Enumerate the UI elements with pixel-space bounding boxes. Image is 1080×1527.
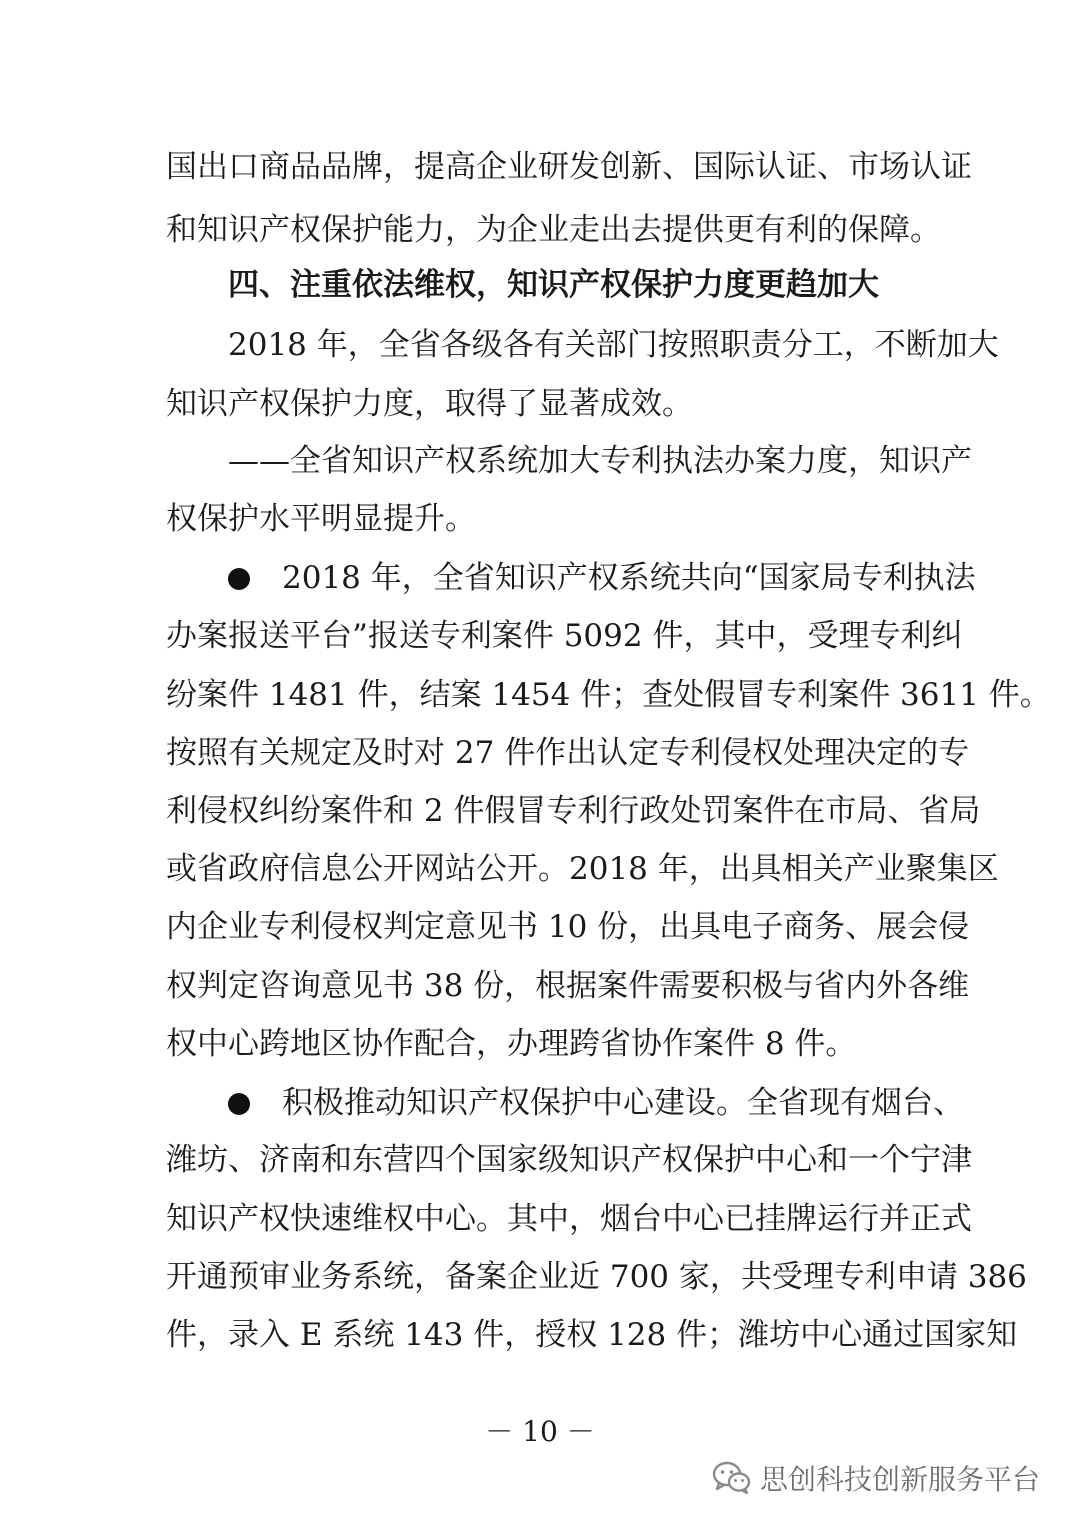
page-number: － 10 － [485,1415,595,1448]
paragraph-line: 按照有关规定及时对 27 件作出认定专利侵权处理决定的专 [166,735,970,771]
watermark [712,1458,1040,1498]
paragraph-line: 权中心跨地区协作配合，办理跨省协作案件 8 件。 [166,1026,857,1062]
paragraph-line: 权判定咨询意见书 38 份，根据案件需要积极与省内外各维 [166,968,970,1004]
paragraph-line: 纷案件 1481 件，结案 1454 件；查处假冒专利案件 3611 件。 [166,677,1051,713]
paragraph-line: 知识产权保护力度，取得了显著成效。 [166,386,693,422]
paragraph-line: 知识产权快速维权中心。其中，烟台中心已挂牌运行并正式 [166,1201,972,1237]
paragraph-line: 开通预审业务系统，备案企业近 700 家，共受理专利申请 386 [166,1259,1027,1295]
paragraph-line: 权保护水平明显提升。 [166,501,476,537]
bullet-paragraph-line: 积极推动知识产权保护中心建设。全省现有烟台、 [282,1085,964,1121]
paragraph-line: ——全省知识产权系统加大专利执法办案力度，知识产 [228,443,972,479]
watermark-text: 思创科技创新服务平台 [759,1463,1040,1496]
paragraph-line: 潍坊、济南和东营四个国家级知识产权保护中心和一个宁津 [166,1142,972,1178]
paragraph-line: 国出口商品品牌，提高企业研发创新、国际认证、市场认证 [166,149,972,185]
bullet-paragraph-line: 2018 年，全省知识产权系统共向“国家局专利执法 [282,560,976,596]
paragraph-line: 办案报送平台”报送专利案件 5092 件，其中，受理专利纠 [166,618,963,654]
section-heading: 四、注重依法维权，知识产权保护力度更趋加大 [228,267,879,303]
paragraph-line: 或省政府信息公开网站公开。2018 年，出具相关产业聚集区 [166,851,999,887]
bullet-icon [228,568,250,590]
paragraph-line: 利侵权纠纷案件和 2 件假冒专利行政处罚案件在市局、省局 [166,793,981,829]
paragraph-line: 和知识产权保护能力，为企业走出去提供更有利的保障。 [166,212,941,248]
paragraph-line: 2018 年，全省各级各有关部门按照职责分工，不断加大 [228,327,999,363]
paragraph-line: 件，录入 E 系统 143 件，授权 128 件；潍坊中心通过国家知 [166,1317,1018,1353]
bullet-icon [228,1093,250,1115]
paragraph-line: 内企业专利侵权判定意见书 10 份，出具电子商务、展会侵 [166,909,970,945]
wechat-icon [712,1461,752,1495]
